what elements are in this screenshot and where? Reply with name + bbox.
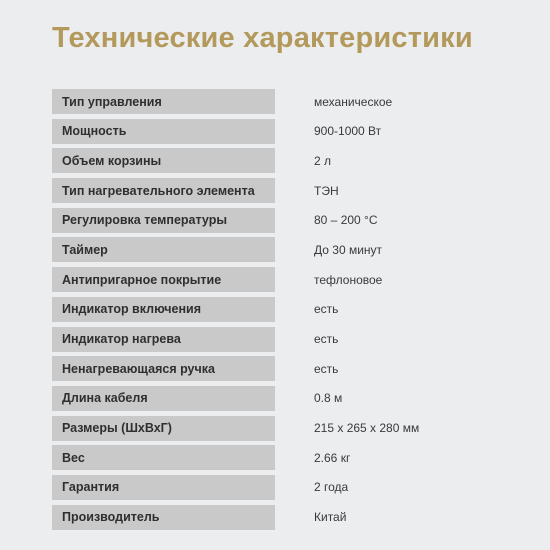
spec-label: Тип управления [52,89,275,114]
spec-value: 2 л [314,153,332,168]
spec-row [52,237,522,262]
spec-label: Гарантия [52,475,275,500]
spec-label: Размеры (ШхВхГ) [52,416,275,441]
spec-row [52,356,522,381]
spec-row [52,89,522,114]
spec-value: 2.66 кг [314,450,351,465]
spec-label: Ненагревающаяся ручка [52,356,275,381]
spec-value: 215 х 265 х 280 мм [314,421,420,436]
spec-row [52,505,522,530]
spec-row [52,416,522,441]
spec-value: 900-1000 Вт [314,124,382,139]
spec-label: Длина кабеля [52,386,275,411]
spec-value: есть [314,361,339,376]
spec-label: Тип нагревательного элемента [52,178,275,203]
spec-row [52,386,522,411]
specs-table [52,89,522,534]
spec-row [52,208,522,233]
spec-row [52,148,522,173]
spec-row [52,297,522,322]
spec-label: Мощность [52,119,275,144]
page-title: Технические характеристики [52,22,473,54]
spec-row [52,445,522,470]
spec-label: Производитель [52,505,275,530]
spec-row [52,267,522,292]
spec-row [52,119,522,144]
spec-label: Вес [52,445,275,470]
spec-label: Таймер [52,237,275,262]
spec-value: механическое [314,94,393,109]
spec-value: 80 – 200 °С [314,213,378,228]
spec-row [52,327,522,352]
spec-label: Индикатор нагрева [52,327,275,352]
spec-row [52,178,522,203]
spec-label: Индикатор включения [52,297,275,322]
spec-value: ТЭН [314,183,339,198]
spec-value: Китай [314,510,347,525]
spec-value: есть [314,332,339,346]
spec-value: есть [314,302,339,317]
spec-label: Объем корзины [52,148,275,173]
spec-label: Регулировка температуры [52,208,275,233]
spec-value: 2 года [314,480,349,495]
spec-value: До 30 минут [314,242,383,257]
spec-label: Антипригарное покрытие [52,267,275,292]
spec-value: 0.8 м [314,391,343,406]
spec-value: тефлоновое [314,272,383,287]
spec-row [52,475,522,500]
